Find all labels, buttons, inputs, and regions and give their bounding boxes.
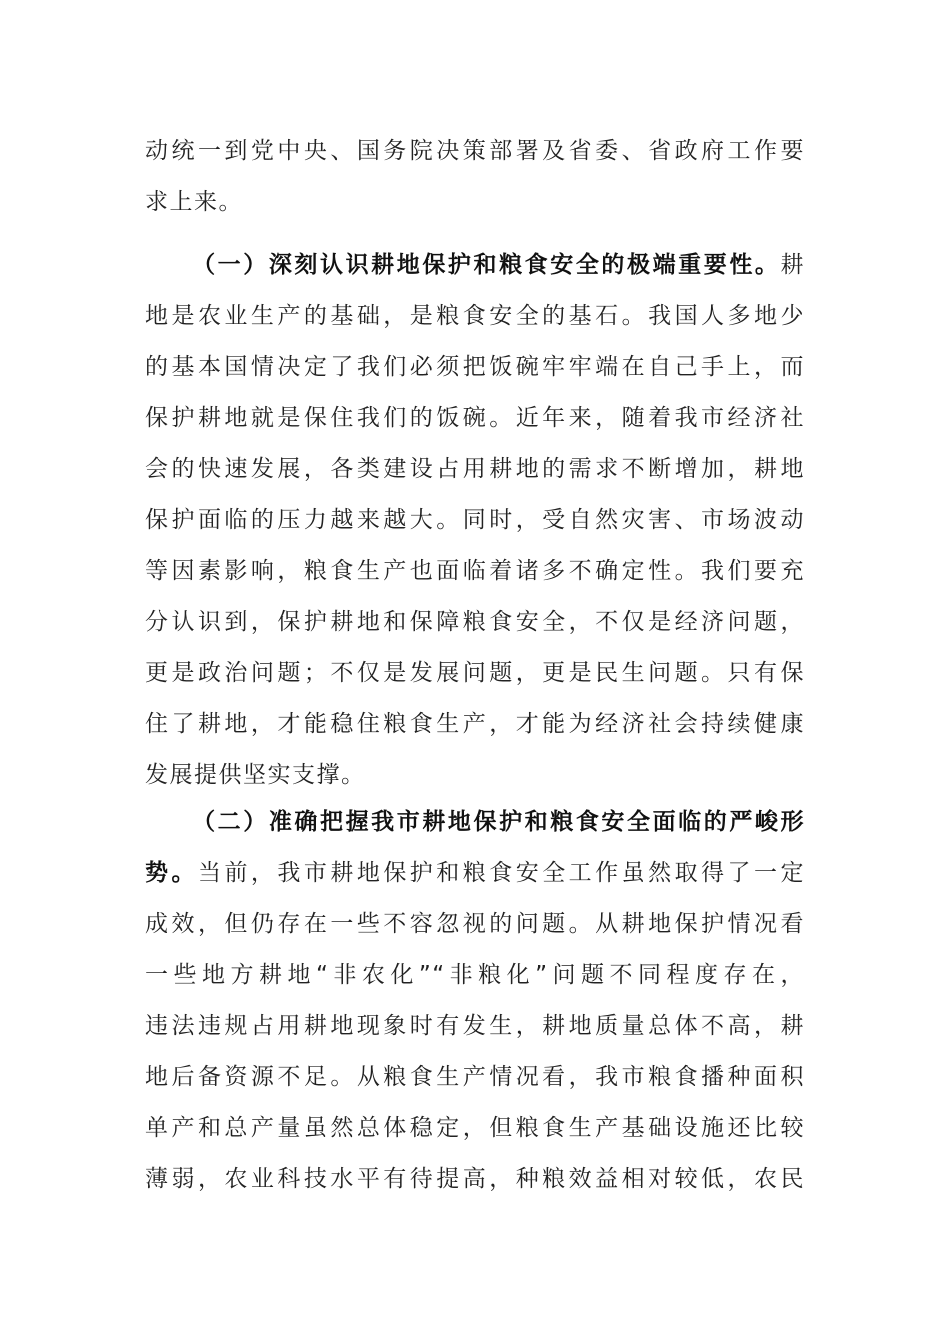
text-line: 等因素影响，粮食生产也面临着诸多不确定性。我们要充 — [145, 558, 805, 584]
text-line: 发展提供坚实支撑。 — [145, 762, 366, 788]
text-line: 地是农业生产的基础，是粮食安全的基石。我国人多地少 — [145, 303, 805, 329]
text-line: 保护耕地就是保住我们的饭碗。近年来，随着我市经济社 — [145, 405, 805, 431]
text-line: 求上来。 — [145, 189, 243, 215]
paragraph-section-1 — [145, 240, 805, 801]
text-line: 保护面临的压力越来越大。同时，受自然灾害、市场波动 — [145, 507, 805, 533]
text-line: 地后备资源不足。从粮食生产情况看，我市粮食播种面积 — [145, 1064, 805, 1090]
text-line: 分认识到，保护耕地和保障粮食安全，不仅是经济问题， — [145, 609, 805, 635]
text-line: 违法违规占用耕地现象时有发生，耕地质量总体不高，耕 — [145, 1013, 805, 1039]
text-line: （一）深刻认识耕地保护和粮食安全的极端重要性。耕 — [191, 252, 805, 278]
text-line — [145, 797, 805, 848]
text-line: 一些地方耕地“非农化”“非粮化”问题不同程度存在， — [145, 962, 805, 988]
text-line: 的基本国情决定了我们必须把饭碗牢牢端在自己手上，而 — [145, 354, 805, 380]
text-line: 更是政治问题；不仅是发展问题，更是民生问题。只有保 — [145, 660, 805, 686]
section-heading-end: 势。 — [145, 860, 198, 886]
text-line: 会的快速发展，各类建设占用耕地的需求不断增加，耕地 — [145, 456, 805, 482]
text-line: 势。当前，我市耕地保护和粮食安全工作虽然取得了一定 — [145, 860, 806, 886]
paragraph-section-2 — [145, 797, 805, 1205]
text-line: 薄弱，农业科技水平有待提高，种粮效益相对较低，农民 — [145, 1166, 805, 1192]
section-heading: （一）深刻认识耕地保护和粮食安全的极端重要性。 — [191, 252, 781, 278]
section-heading: （二）准确把握我市耕地保护和粮食安全面临的严峻形 — [191, 809, 805, 835]
text-line: 住了耕地，才能稳住粮食生产，才能为经济社会持续健康 — [145, 711, 805, 737]
paragraph-continuation — [145, 126, 805, 228]
text-line: 动统一到党中央、国务院决策部署及省委、省政府工作要 — [145, 138, 805, 164]
text-line: 单产和总产量虽然总体稳定，但粮食生产基础设施还比较 — [145, 1115, 805, 1141]
text-line: 成效，但仍存在一些不容忽视的问题。从耕地保护情况看 — [145, 911, 805, 937]
